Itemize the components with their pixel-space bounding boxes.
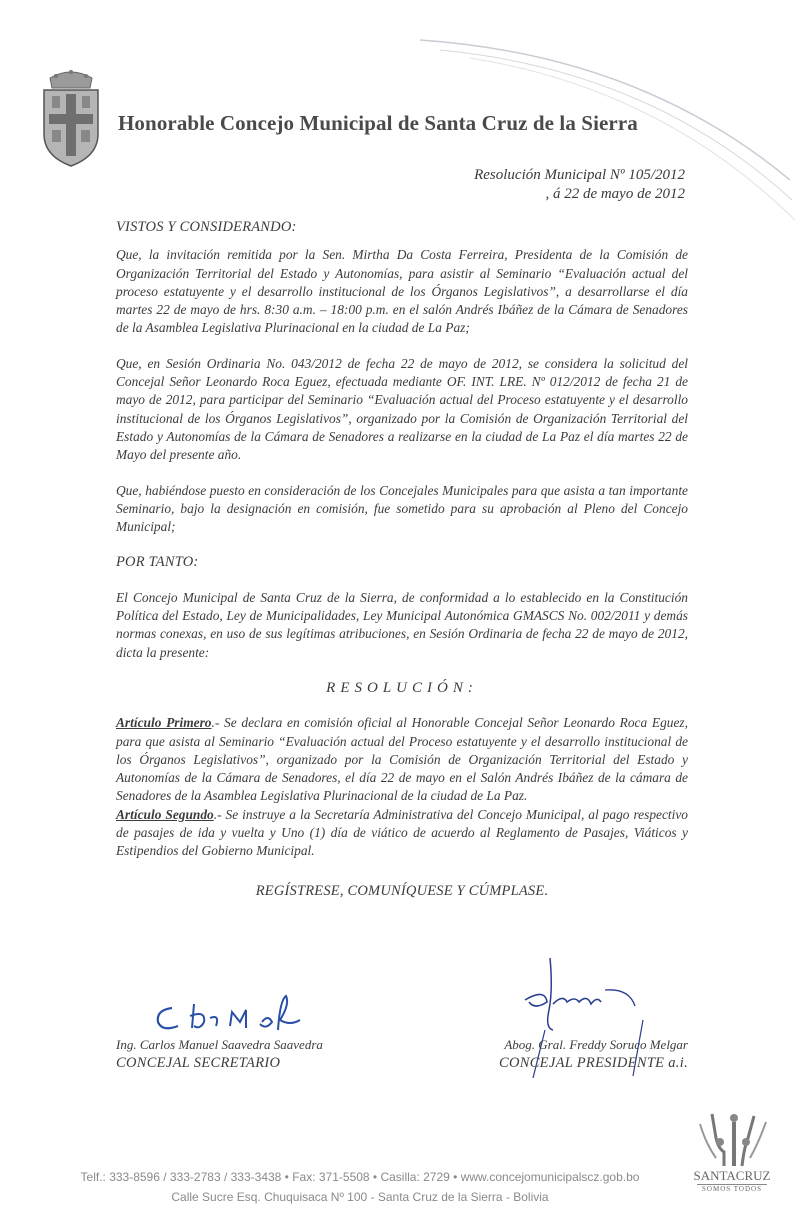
articulo-segundo-label: Artículo Segundo: [116, 806, 214, 822]
closing-formula: REGÍSTRESE, COMUNÍQUESE Y CÚMPLASE.: [255, 882, 549, 899]
articulo-primero-text: .- Se declara en comisión oficial al Honorable Concejal Señor Leonardo Roca Eguez, para que asista al Seminario “Evaluación actual del Proceso estatuyente y el desarrollo institucional de los Órganos Legislativos”, organizado por la Comisión de Organización Territorial del Estado y Autonomías de la Cámara de Senadores, el día 22 de mayo en el Salón Andrés Ibáñez de la cámara de Senadores de la Asamblea Legislativa Plurinacional de la ciudad de La Paz.: [116, 715, 688, 804]
resolution-number: Resolución Municipal Nº 105/2012: [474, 167, 685, 183]
vistos-paragraph-3: Que, habiéndose puesto en consideración de los Concejales Municipales para que asista a tan importante Seminario, bajo la designación en comisión, fue sometido para su aprobación al Pleno del Concejo Municipal;: [116, 482, 688, 535]
resolution-number-block: [474, 166, 685, 204]
secretary-signature-block: [116, 1036, 323, 1073]
coat-of-arms-icon: [40, 64, 102, 168]
logo-name: SANTACRUZ: [693, 1168, 771, 1183]
footer-contact-line: Telf.: 333-8596 / 333-2783 / 333-3438 • Fax: 371-5508 • Casilla: 2729 • www.concejomunicipalscz.gob.bo: [80, 1170, 640, 1184]
logo-tagline: SOMOS TODOS: [697, 1184, 767, 1193]
president-role: CONCEJAL PRESIDENTE a.i.: [499, 1055, 688, 1071]
articulo-segundo-text: .- Se instruye a la Secretaría Administrativa del Concejo Municipal, al pago respectivo de pasajes de ida y vuelta y Uno (1) día de viático de acuerdo al Reglamento de Pasajes, Viáticos y Estipendios del Gobierno Municipal.: [116, 806, 688, 859]
document-body: [116, 218, 688, 900]
president-name: Abog. Gral. Freddy Soruco Melgar: [504, 1037, 688, 1052]
resolution-date: , á 22 de mayo de 2012: [545, 186, 685, 202]
secretary-role: CONCEJAL SECRETARIO: [116, 1055, 281, 1071]
vistos-paragraph-2: Que, en Sesión Ordinaria No. 043/2012 de fecha 22 de mayo de 2012, se considera la solicitud del Concejal Señor Leonardo Roca Eguez, efectuada mediante OF. INT. LRE. Nº 012/2012 de fecha 21 de mayo de 2012, para participar del Seminario “Evaluación actual del Proceso estatuyente y el desarrollo institucional de los Órganos Legislativos”, organizado por la Comisión de Organización Territorial del Estado y Autonomías de la Cámara de Senadores a realizarse en la ciudad de La Paz el día martes 22 de Mayo del presente año.: [116, 355, 688, 463]
president-signature-block: [499, 1036, 688, 1073]
vistos-paragraph-1: Que, la invitación remitida por la Sen. Mirtha Da Costa Ferreira, Presidenta de la Comisión de Organización Territorial del Estado y Autonomías, para asistir al Seminario “Evaluación actual del proceso estatuyente y el desarrollo institucional de los Órganos Legislativos”, a desarrollarse el día martes 22 de mayo de hrs. 8:30 a.m. – 18:00 p.m. en el salón Andrés Ibáñez de la Cámara de Senadores de la Asamblea Legislativa Plurinacional en la ciudad de La Paz;: [116, 247, 688, 336]
articulo-primero: [116, 714, 688, 805]
por-tanto-heading: POR TANTO:: [116, 554, 199, 571]
articulo-segundo: [116, 806, 688, 861]
organization-title: Honorable Concejo Municipal de Santa Cruz de la Sierra: [118, 111, 638, 135]
por-tanto-paragraph: El Concejo Municipal de Santa Cruz de la Sierra, de conformidad a lo establecido en la Constitución Política del Estado, Ley de Municipalidades, Ley Municipal Autonómica GMASCS No. 002/2011 y demás normas conexas, en uso de sus legítimas atribuciones, en Sesión Ordinaria de fecha 22 de mayo de 2012, dicta la presente:: [116, 589, 688, 660]
vistos-heading: VISTOS Y CONSIDERANDO:: [116, 219, 297, 235]
secretary-name: Ing. Carlos Manuel Saavedra Saavedra: [116, 1037, 323, 1052]
articulo-primero-label: Artículo Primero: [116, 715, 212, 731]
footer-address-line: Calle Sucre Esq. Chuquisaca Nº 100 - Santa Cruz de la Sierra - Bolivia: [171, 1190, 549, 1204]
resolucion-heading: RESOLUCIÓN:: [326, 679, 478, 696]
